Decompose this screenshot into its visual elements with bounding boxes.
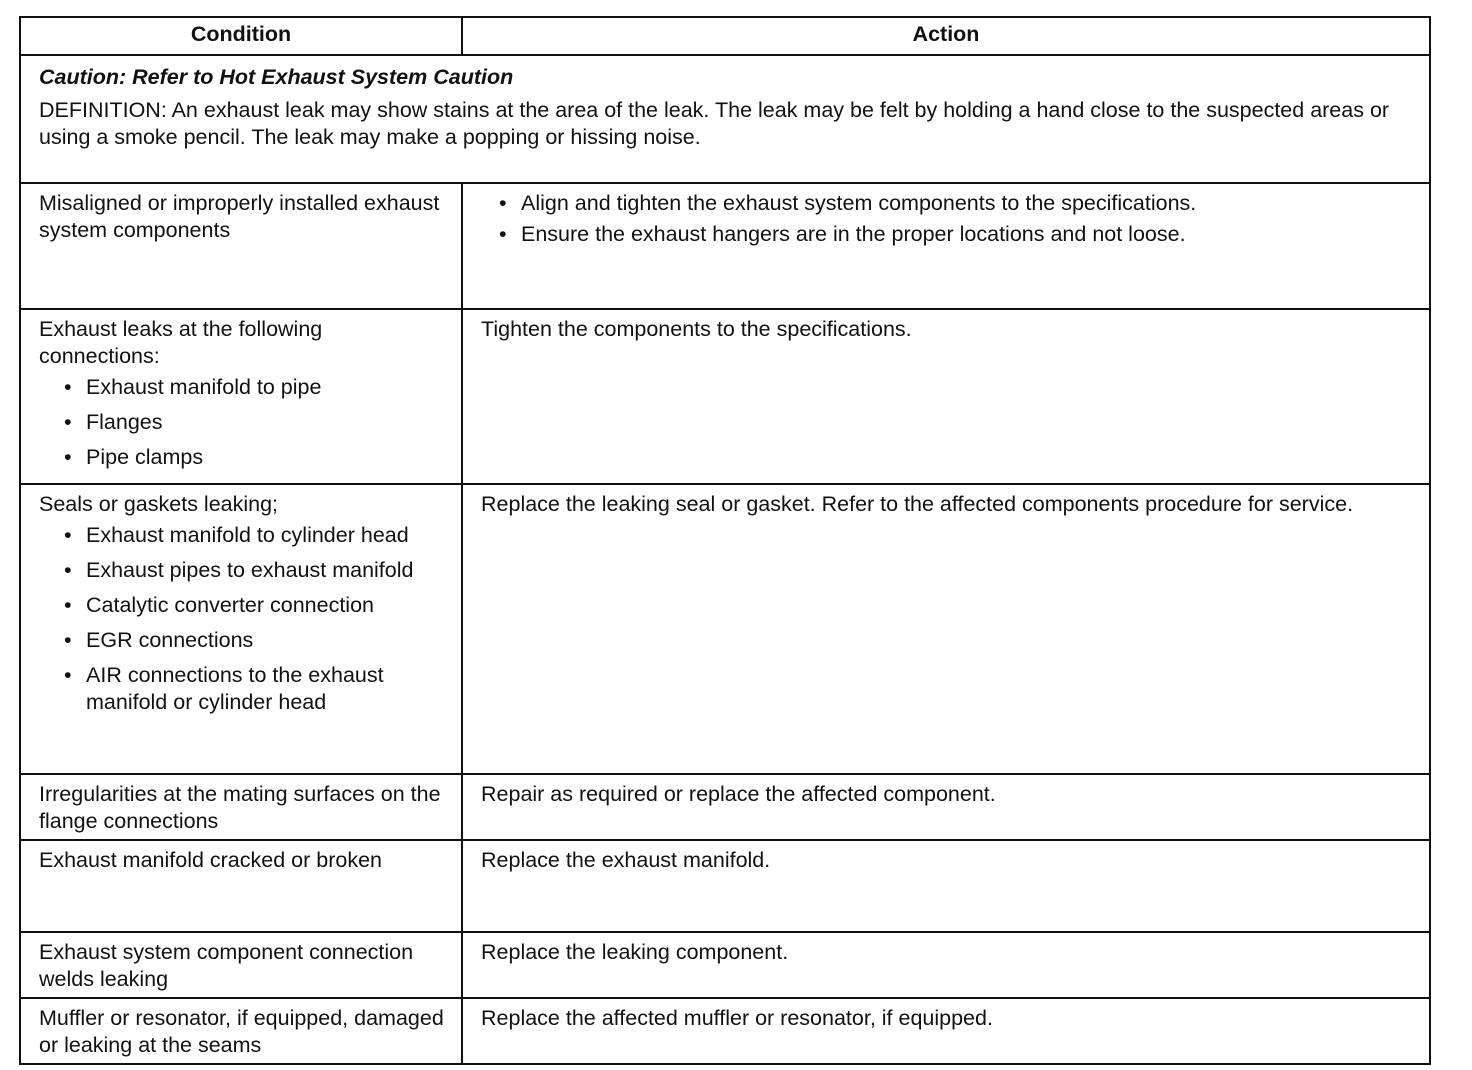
- condition-cell: [20, 932, 462, 998]
- condition-column-header: Condition: [20, 17, 462, 55]
- condition-list-item: • EGR connections: [86, 627, 445, 654]
- table-row: [20, 840, 1430, 932]
- action-text: Repair as required or replace the affected component.: [481, 782, 996, 806]
- condition-list: [39, 522, 445, 716]
- condition-cell: [20, 774, 462, 840]
- intro-cell: [20, 55, 1430, 183]
- condition-list: [39, 374, 445, 471]
- action-cell: [462, 932, 1430, 998]
- condition-list-item: • Exhaust manifold to cylinder head: [86, 522, 445, 549]
- action-cell: [462, 840, 1430, 932]
- action-column-header: Action: [462, 17, 1430, 55]
- action-cell: [462, 309, 1430, 484]
- table-row: [20, 932, 1430, 998]
- action-cell: [462, 484, 1430, 774]
- action-cell: [462, 998, 1430, 1064]
- caution-note: Caution: Refer to Hot Exhaust System Caution: [39, 65, 514, 89]
- table-row: [20, 774, 1430, 840]
- condition-cell: [20, 183, 462, 309]
- action-list-item: • Ensure the exhaust hangers are in the proper locations and not loose.: [521, 221, 1413, 248]
- table-row: [20, 484, 1430, 774]
- table-row: [20, 183, 1430, 309]
- table-header-row: [20, 17, 1430, 55]
- condition-list-item: • Pipe clamps: [86, 444, 445, 471]
- action-text: Replace the leaking component.: [481, 940, 789, 964]
- condition-list-item: • Exhaust pipes to exhaust manifold: [86, 557, 445, 584]
- condition-text: Exhaust manifold cracked or broken: [39, 848, 382, 872]
- diagnostic-table: [19, 16, 1431, 1065]
- condition-text: Irregularities at the mating surfaces on the flange connections: [39, 782, 441, 833]
- action-text: Replace the leaking seal or gasket. Refer to the affected components procedure for service.: [481, 492, 1354, 516]
- action-text: Tighten the components to the specifications.: [481, 317, 912, 341]
- condition-cell: [20, 309, 462, 484]
- condition-text: Exhaust leaks at the following connections:: [39, 317, 323, 368]
- condition-cell: [20, 484, 462, 774]
- action-cell: [462, 183, 1430, 309]
- condition-cell: [20, 998, 462, 1064]
- intro-row: [20, 55, 1430, 183]
- condition-text: Seals or gaskets leaking;: [39, 492, 279, 516]
- condition-list-item: • Flanges: [86, 409, 445, 436]
- action-text: Replace the affected muffler or resonator, if equipped.: [481, 1006, 993, 1030]
- table-row: [20, 309, 1430, 484]
- condition-list-item: • Exhaust manifold to pipe: [86, 374, 445, 401]
- condition-text: Misaligned or improperly installed exhaust system components: [39, 191, 440, 242]
- condition-text: Muffler or resonator, if equipped, damaged or leaking at the seams: [39, 1006, 444, 1057]
- definition-text: DEFINITION: An exhaust leak may show stains at the area of the leak. The leak may be felt by holding a hand close to the suspected areas or using a smoke pencil. The leak may make a popping or hissing noise.: [39, 98, 1390, 149]
- action-list-item: • Align and tighten the exhaust system components to the specifications.: [521, 190, 1413, 217]
- condition-cell: [20, 840, 462, 932]
- action-text: Replace the exhaust manifold.: [481, 848, 771, 872]
- table-row: [20, 998, 1430, 1064]
- condition-list-item: • Catalytic converter connection: [86, 592, 445, 619]
- condition-list-item: • AIR connections to the exhaust manifold or cylinder head: [86, 662, 445, 716]
- action-list: [481, 190, 1413, 248]
- condition-text: Exhaust system component connection welds leaking: [39, 940, 414, 991]
- action-cell: [462, 774, 1430, 840]
